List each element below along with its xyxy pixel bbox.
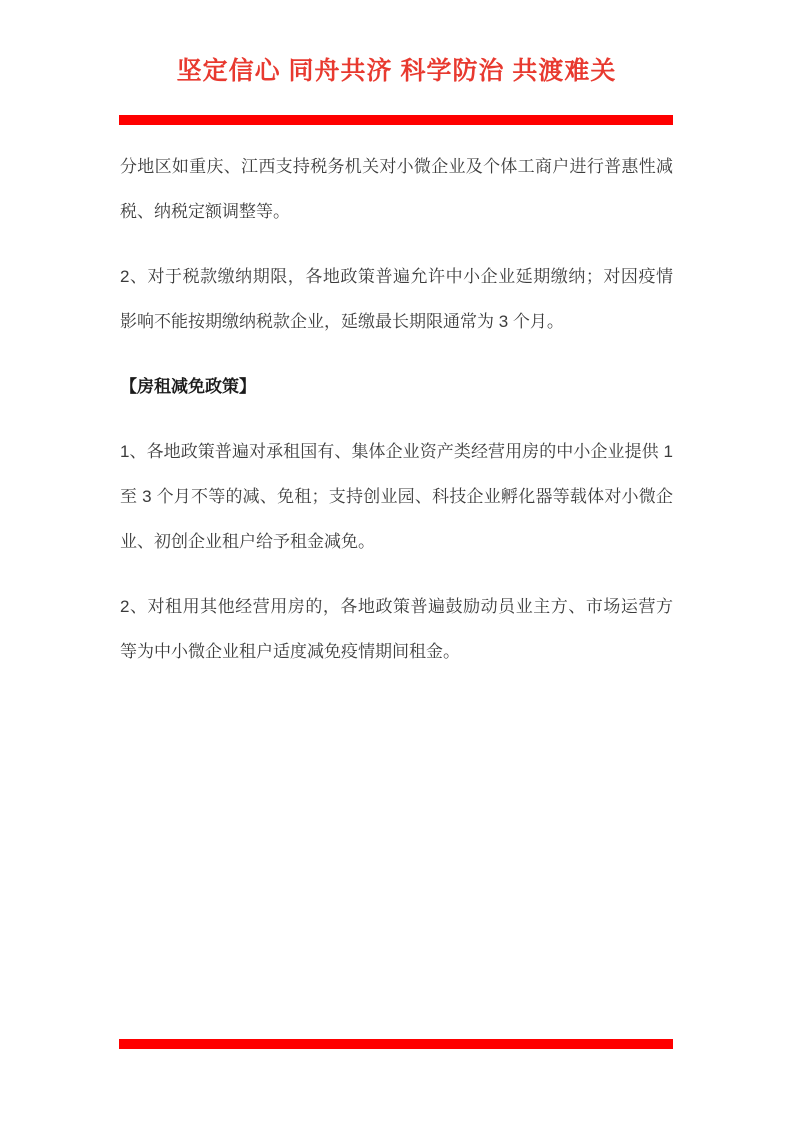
bottom-divider xyxy=(119,1039,673,1049)
section-heading: 【房租减免政策】 xyxy=(120,377,256,396)
top-divider xyxy=(119,115,673,125)
document-paragraph: 分地区如重庆、江西支持税务机关对小微企业及个体工商户进行普惠性减税、纳税定额调整等。 xyxy=(120,157,673,221)
document-paragraph: 2、对租用其他经营用房的，各地政策普遍鼓励动员业主方、市场运营方等为中小微企业租户适度减免疫情期间租金。 xyxy=(120,597,673,661)
document-body xyxy=(120,144,673,694)
document-paragraph: 1、各地政策普遍对承租国有、集体企业资产类经营用房的中小企业提供 1 至 3 个月不等的减、免租；支持创业园、科技企业孵化器等载体对小微企业、初创企业租户给予租金减免。 xyxy=(120,442,673,551)
document-paragraph: 2、对于税款缴纳期限，各地政策普遍允许中小企业延期缴纳；对因疫情影响不能按期缴纳税款企业，延缴最长期限通常为 3 个月。 xyxy=(120,267,673,331)
document-title: 坚定信心 同舟共济 科学防治 共渡难关 xyxy=(176,57,617,85)
